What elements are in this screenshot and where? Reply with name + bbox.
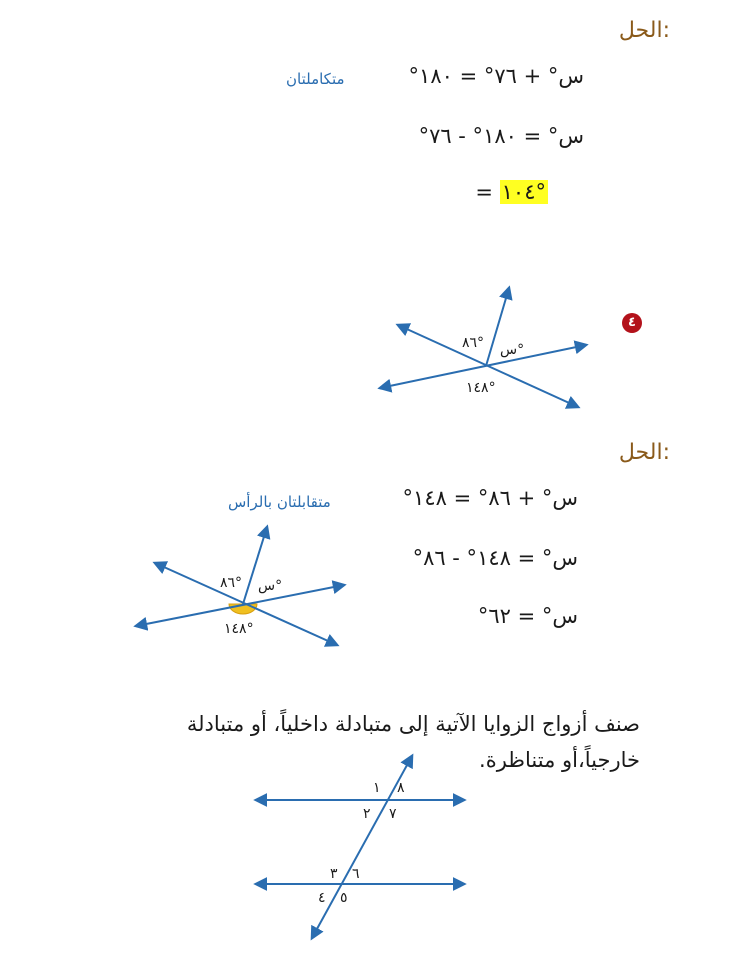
angle-x-label: س°: [258, 578, 283, 594]
angle-86-label: ٨٦°: [462, 335, 485, 351]
angle-label-8: ٨: [397, 780, 405, 796]
equation-4: س° + ٨٦° = ١٤٨°: [402, 486, 578, 510]
angle-label-3: ٣: [330, 866, 338, 882]
angle-label-6: ٦: [352, 866, 360, 882]
angle-148-label: ١٤٨°: [224, 621, 254, 637]
problem-5-text: صنف أزواج الزوايا الآتية إلى متبادلة داخلياً، أو متبادلة خارجياً،أو متناظرة.: [186, 712, 640, 772]
solution-heading-1: الحل:: [618, 18, 670, 43]
equation-6: س° = ٦٢°: [477, 604, 578, 628]
equation-1: س° + ٧٦° = ١٨٠°: [408, 64, 584, 88]
angle-86-label: ٨٦°: [220, 575, 243, 591]
angle-x-label: س°: [500, 342, 525, 358]
angle-label-4: ٤: [318, 890, 326, 906]
equation-3-prefix: =: [475, 180, 493, 204]
equation-2: س° = ١٨٠° - ٧٦°: [418, 124, 584, 148]
angle-148-label: ١٤٨°: [466, 380, 496, 396]
problem-4-badge: ٤: [622, 313, 642, 333]
solution-heading-2: الحل:: [618, 440, 670, 465]
equation-1-note: متكاملتان: [286, 70, 345, 88]
equation-5: س° = ١٤٨° - ٨٦°: [412, 546, 578, 570]
angle-label-1: ١: [373, 780, 381, 796]
answer-highlight: ١٠٤°: [501, 180, 546, 204]
angle-label-5: ٥: [340, 890, 348, 906]
angle-label-7: ٧: [389, 806, 397, 822]
angle-label-2: ٢: [363, 806, 371, 822]
equation-4-note: متقابلتان بالرأس: [228, 493, 331, 511]
